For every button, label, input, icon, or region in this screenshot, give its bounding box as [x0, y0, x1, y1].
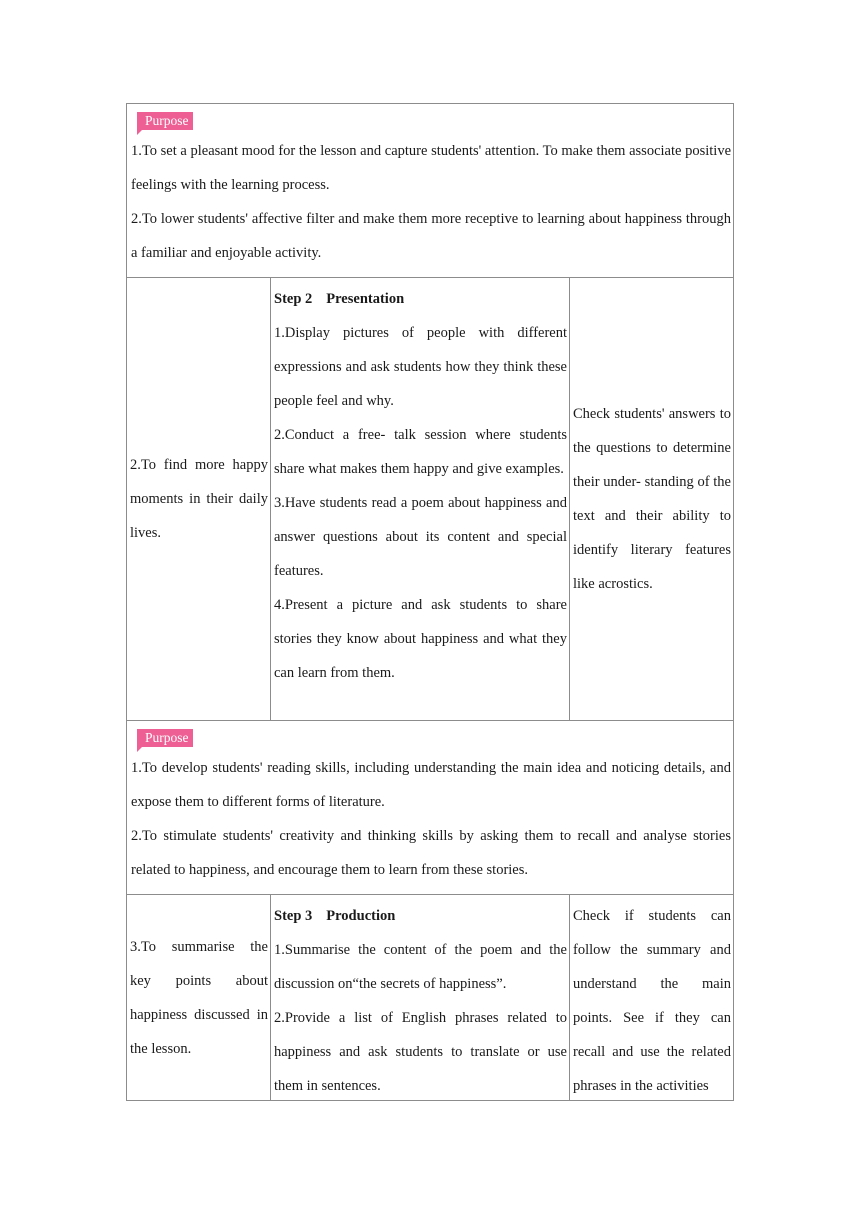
activity-item: 4.Present a picture and ask students to share stories they know about happiness and what they can learn from them. — [274, 597, 567, 681]
purpose-section-1 — [127, 104, 733, 278]
lesson-plan-table — [126, 103, 734, 1101]
activity-item: 3.Have students read a poem about happiness and answer questions about its content and special features. — [274, 495, 567, 579]
objective-text: 3.To summarise the key points about happiness discussed in the lesson. — [130, 938, 268, 1057]
objective-cell — [127, 278, 271, 720]
purpose-label: Purpose — [137, 729, 193, 747]
evaluation-text: Check students' answers to the questions to determine their under- standing of the text and their ability to identify literary features like acrostics. — [573, 406, 731, 592]
purpose-section-2 — [127, 721, 733, 895]
activity-item: 1.Summarise the content of the poem and the discussion on“the secrets of happiness”. — [274, 942, 567, 992]
evaluation-text: Check if students can follow the summary and understand the main points. See if they can recall and use the related phrases in the activities — [573, 908, 731, 1094]
step-number: Step 3 — [274, 908, 313, 924]
activity-item: 2.Conduct a free- talk session where students share what makes them happy and give examples. — [274, 427, 567, 477]
step-row-production — [127, 895, 733, 1100]
step-heading — [274, 282, 567, 316]
activity-cell — [271, 278, 570, 720]
purpose-label: Purpose — [137, 112, 193, 130]
activity-item: 1.Display pictures of people with different expressions and ask students how they think these people feel and why. — [274, 325, 567, 409]
objective-text: 2.To find more happy moments in their daily lives. — [130, 457, 268, 541]
step-number: Step 2 — [274, 291, 313, 307]
purpose-item: 2.To stimulate students' creativity and thinking skills by asking them to recall and analyse stories related to happiness, and encourage them to learn from these stories. — [131, 828, 731, 878]
purpose-item: 1.To develop students' reading skills, including understanding the main idea and noticing details, and expose them to different forms of literature. — [131, 760, 731, 810]
activity-item: 2.Provide a list of English phrases related to happiness and ask students to translate or use them in sentences. — [274, 1010, 567, 1094]
evaluation-cell — [570, 278, 733, 720]
step-heading — [274, 899, 567, 933]
step-row-presentation — [127, 278, 733, 721]
purpose-item: 2.To lower students' affective filter and make them more receptive to learning about happiness through a familiar and enjoyable activity. — [131, 211, 731, 261]
evaluation-cell — [570, 895, 733, 1100]
purpose-item: 1.To set a pleasant mood for the lesson and capture students' attention. To make them associate positive feelings with the learning process. — [131, 143, 731, 193]
step-name: Production — [326, 908, 396, 924]
objective-cell — [127, 895, 271, 1100]
step-name: Presentation — [326, 291, 405, 307]
activity-cell — [271, 895, 570, 1100]
